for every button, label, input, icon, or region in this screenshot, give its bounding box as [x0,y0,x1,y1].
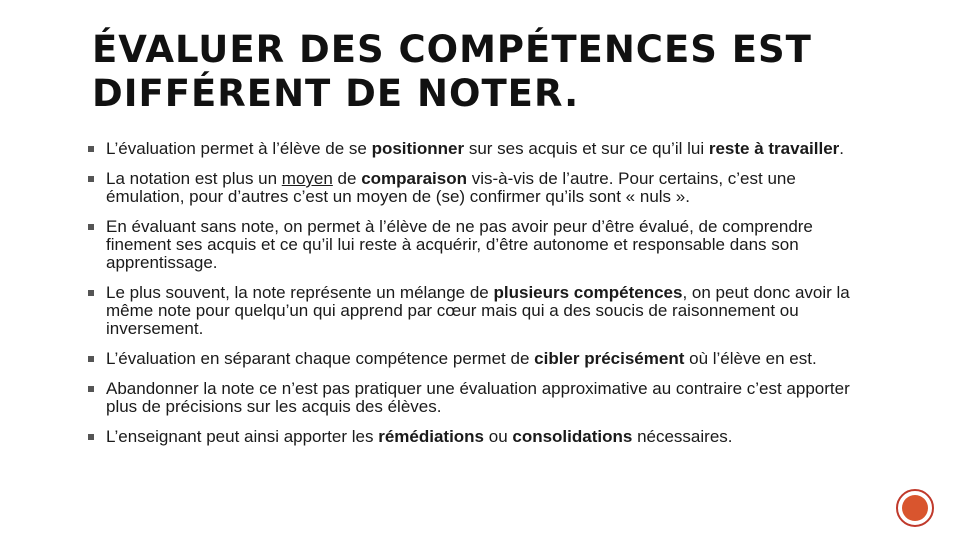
bullet-item: Le plus souvent, la note représente un mélange de plusieurs compétences, on peut donc avoir la même note pour quelqu’un qui apprend par cœur mais qui a des soucis de raisonnement ou inversement. [86,284,870,338]
bullet-item: La notation est plus un moyen de comparaison vis-à-vis de l’autre. Pour certains, c’est une émulation, pour d’autres c’est un moyen de (se) confirmer qu’ils sont « nuls ». [86,170,870,206]
square-bullet-icon [88,386,94,392]
square-bullet-icon [88,176,94,182]
slide-title: ÉVALUER DES COMPÉTENCES EST DIFFÉRENT DE NOTER. [92,28,812,115]
bullet-item: Abandonner la note ce n’est pas pratiquer une évaluation approximative au contraire c’est apporter plus de précisions sur les acquis des élèves. [86,380,870,416]
square-bullet-icon [88,356,94,362]
bullet-list [86,140,870,446]
bullet-item: En évaluant sans note, on permet à l’élève de ne pas avoir peur d’être évalué, de comprendre finement ses acquis et ce qu’il lui reste à acquérir, d’être autonome et responsable dans son apprentissage. [86,218,870,272]
square-bullet-icon [88,146,94,152]
square-bullet-icon [88,224,94,230]
circle-logo-inner [902,495,928,521]
bullet-item: L’évaluation permet à l’élève de se positionner sur ses acquis et sur ce qu’il lui reste à travailler. [86,140,870,158]
bullet-item: L’évaluation en séparant chaque compétence permet de cibler précisément où l’élève en est. [86,350,870,368]
square-bullet-icon [88,290,94,296]
circle-logo-icon [896,489,934,527]
bullet-item: L’enseignant peut ainsi apporter les rémédiations ou consolidations nécessaires. [86,428,870,446]
square-bullet-icon [88,434,94,440]
